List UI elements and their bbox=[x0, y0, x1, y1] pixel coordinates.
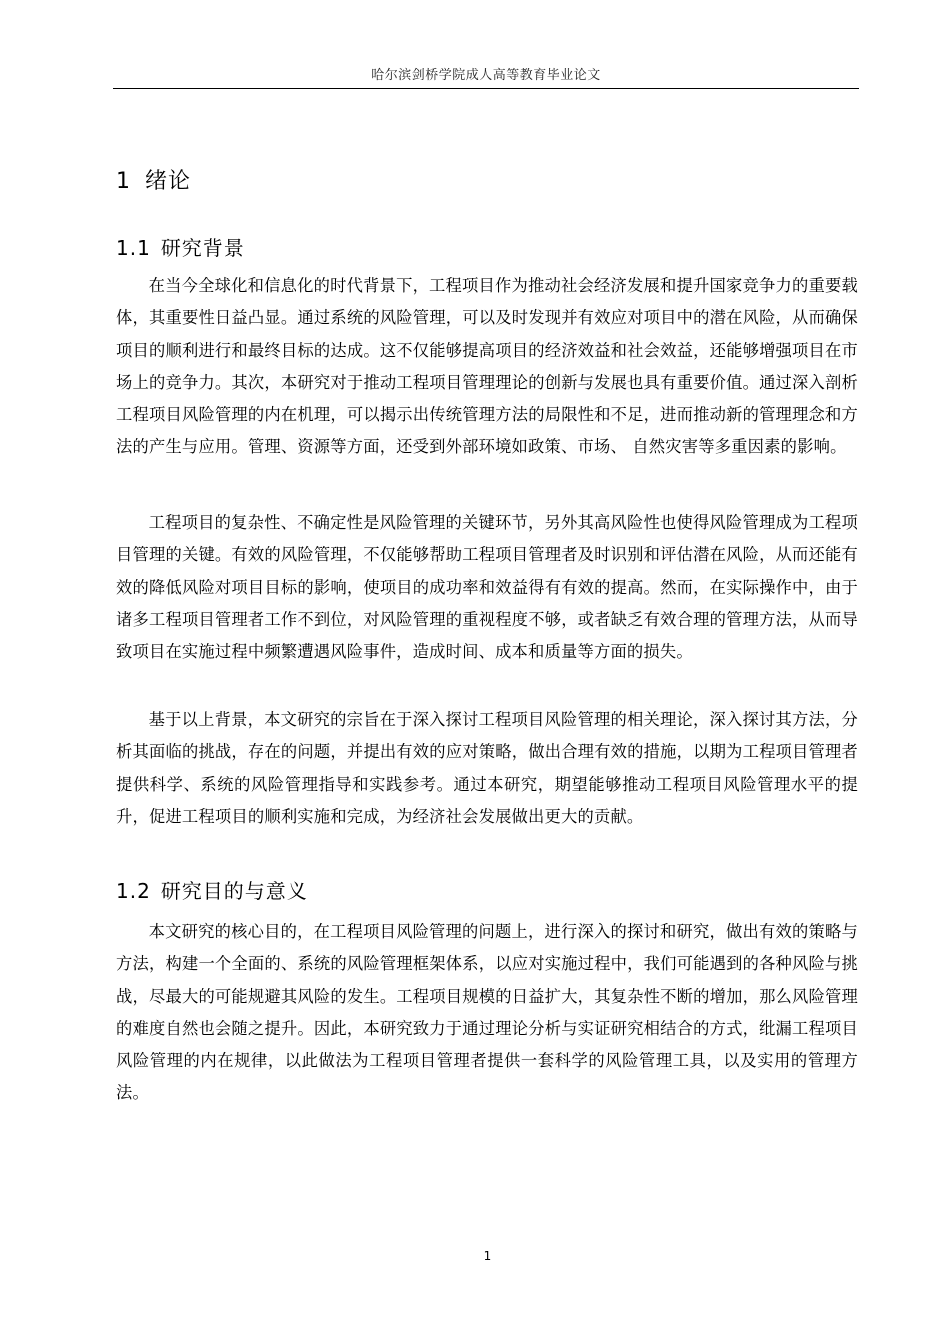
paragraph: 工程项目的复杂性、不确定性是风险管理的关键环节，另外其高风险性也使得风险管理成为工程项目管理的关键。有效的风险管理，不仅能够帮助工程项目管理者及时识别和评估潜在风险，从而还能有效的降低风险对项目目标的影响，使项目的成功率和效益得有有效的提高。然而，在实际操作中，由于诸多工程项目管理者工作不到位，对风险管理的重视程度不够，或者缺乏有效合理的管理方法，从而导致项目在实施过程中频繁遭遇风险事件，造成时间、成本和质量等方面的损失。 bbox=[116, 513, 858, 662]
chapter-title bbox=[116, 164, 191, 195]
section-number: 1.2 bbox=[116, 879, 151, 903]
page-number: 1 bbox=[483, 1249, 492, 1263]
chapter-number: 1 bbox=[116, 169, 131, 194]
section-title-text: 研究背景 bbox=[160, 236, 245, 260]
paragraph: 在当今全球化和信息化的时代背景下，工程项目作为推动社会经济发展和提升国家竞争力的重要载体，其重要性日益凸显。通过系统的风险管理，可以及时发现并有效应对项目中的潜在风险，从而确保项目的顺利进行和最终目标的达成。这不仅能够提高项目的经济效益和社会效益，还能够增强项目在市场上的竞争力。其次，本研究对于推动工程项目管理理论的创新与发展也具有重要价值。通过深入剖析工程项目风险管理的内在机理，可以揭示出传统管理方法的局限性和不足，进而推动新的管理理念和方法的产生与应用。管理、资源等方面，还受到外部环境如政策、市场、 自然灾害等多重因素的影响。 bbox=[116, 276, 858, 457]
paragraph: 本文研究的核心目的，在工程项目风险管理的问题上，进行深入的探讨和研究，做出有效的策略与方法，构建一个全面的、系统的风险管理框架体系，以应对实施过程中，我们可能遇到的各种风险与挑战，尽最大的可能规避其风险的发生。工程项目规模的日益扩大，其复杂性不断的增加，那么风险管理的难度自然也会随之提升。因此，本研究致力于通过理论分析与实证研究相结合的方式，纰漏工程项目风险管理的内在规律，以此做法为工程项目管理者提供一套科学的风险管理工具，以及实用的管理方法。 bbox=[116, 922, 858, 1103]
paragraph: 基于以上背景，本文研究的宗旨在于深入探讨工程项目风险管理的相关理论，深入探讨其方法，分析其面临的挑战，存在的问题，并提出有效的应对策略，做出合理有效的措施，以期为工程项目管理者提供科学、系统的风险管理指导和实践参考。通过本研究，期望能够推动工程项目风险管理水平的提升，促进工程项目的顺利实施和完成，为经济社会发展做出更大的贡献。 bbox=[116, 710, 858, 826]
chapter-title-text: 绪论 bbox=[145, 169, 192, 194]
section-title-1-1 bbox=[116, 232, 245, 261]
header-rule bbox=[113, 88, 859, 89]
section-title-text: 研究目的与意义 bbox=[160, 879, 308, 903]
section-title-1-2 bbox=[116, 875, 308, 904]
section-number: 1.1 bbox=[116, 236, 151, 260]
running-header: 哈尔滨剑桥学院成人高等教育毕业论文 bbox=[371, 68, 601, 83]
